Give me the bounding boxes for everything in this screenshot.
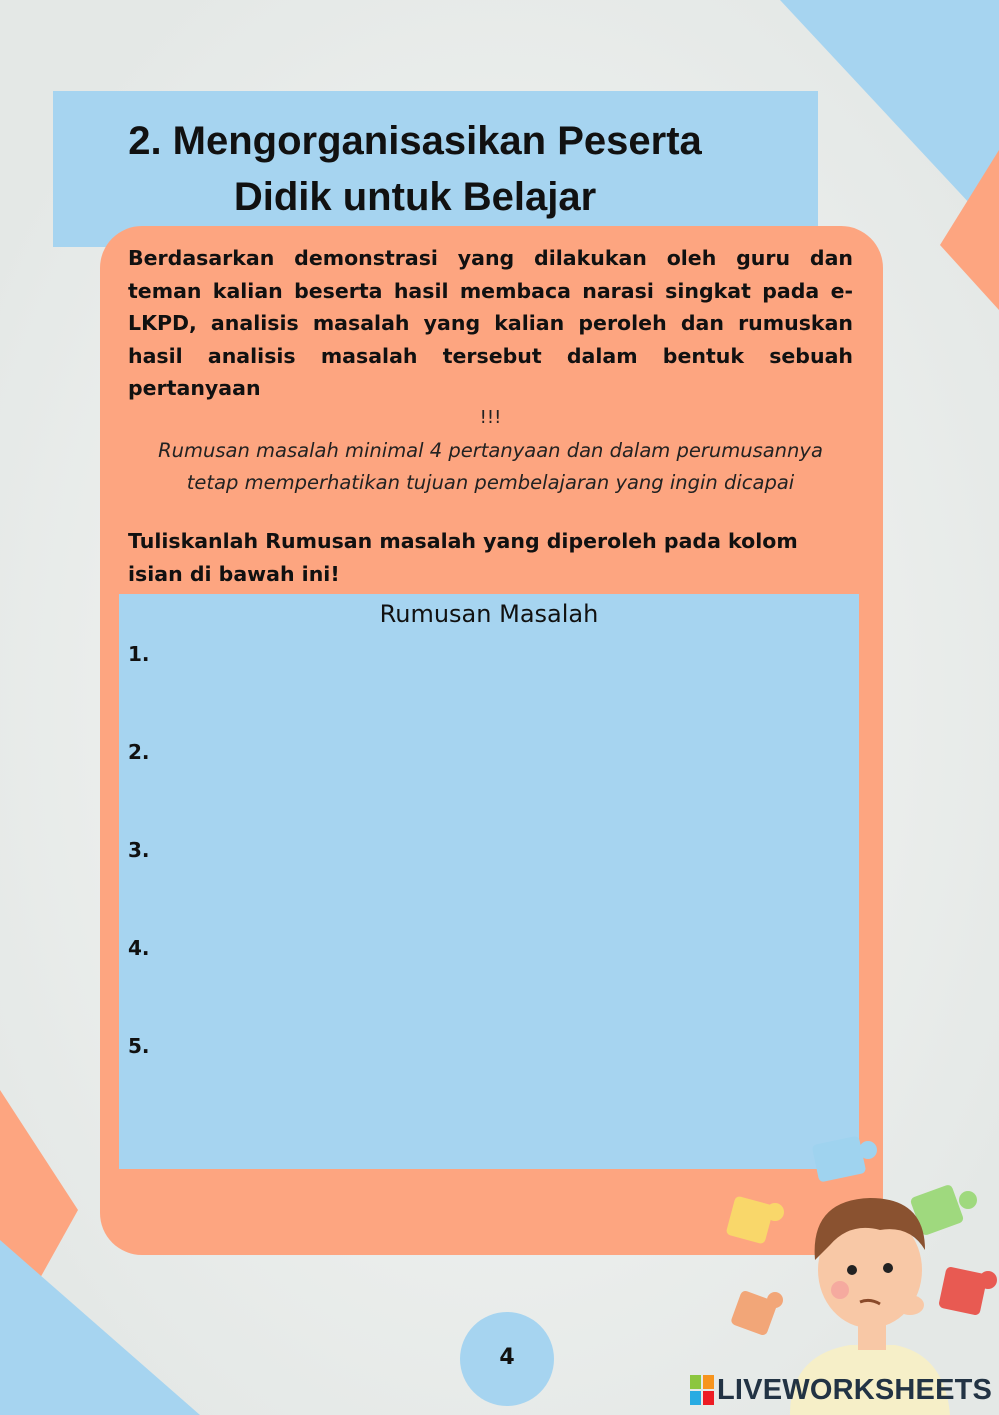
title-line-2: Didik untuk Belajar xyxy=(233,175,597,219)
puzzle-piece-blue-icon xyxy=(812,1135,877,1182)
answer-number: 5. xyxy=(128,1034,150,1058)
exclamation-mark: !!! xyxy=(479,407,502,428)
page-title xyxy=(90,113,740,225)
liveworksheets-logo[interactable] xyxy=(690,1373,992,1407)
answer-number: 3. xyxy=(128,838,150,862)
answer-number: 1. xyxy=(128,642,150,666)
puzzle-piece-yellow-icon xyxy=(726,1196,784,1245)
answer-field-5[interactable] xyxy=(168,1027,828,1063)
answer-number: 2. xyxy=(128,740,150,764)
answer-field-3[interactable] xyxy=(168,831,828,867)
answer-box-title: Rumusan Masalah xyxy=(379,600,599,628)
page-number: 4 xyxy=(499,1345,515,1370)
liveworksheets-text: LIVEWORKSHEETS xyxy=(717,1373,993,1406)
note-line-2: tetap memperhatikan tujuan pembelajaran yang ingin dicapai xyxy=(186,471,795,494)
instruction-text: Tuliskanlah Rumusan masalah yang diperoleh pada kolom isian di bawah ini! xyxy=(128,529,798,586)
puzzle-piece-orange-icon xyxy=(730,1290,783,1337)
note-line-1: Rumusan masalah minimal 4 pertanyaan dan dalam perumusannya xyxy=(158,439,823,462)
answer-field-1[interactable] xyxy=(168,635,828,671)
title-line-1: 2. Mengorganisasikan Peserta xyxy=(128,119,702,163)
liveworksheets-icon xyxy=(690,1375,714,1405)
answer-field-4[interactable] xyxy=(168,929,828,965)
page-number-badge xyxy=(460,1312,554,1406)
answer-field-2[interactable] xyxy=(168,733,828,769)
answer-row-4 xyxy=(128,935,828,975)
answer-row-1 xyxy=(128,641,828,681)
answer-row-3 xyxy=(128,837,828,877)
intro-paragraph: Berdasarkan demonstrasi yang dilakukan oleh guru dan teman kalian beserta hasil membaca narasi singkat pada e-LKPD, analisis masalah yang kalian peroleh dan rumuskan hasil analisis masalah tersebut dalam bentuk sebuah pertanyaan xyxy=(128,246,853,400)
answer-number: 4. xyxy=(128,936,150,960)
puzzle-piece-red-icon xyxy=(938,1266,997,1316)
answer-row-5 xyxy=(128,1033,828,1073)
answer-box xyxy=(119,594,859,1169)
note-text xyxy=(128,435,853,499)
answer-row-2 xyxy=(128,739,828,779)
